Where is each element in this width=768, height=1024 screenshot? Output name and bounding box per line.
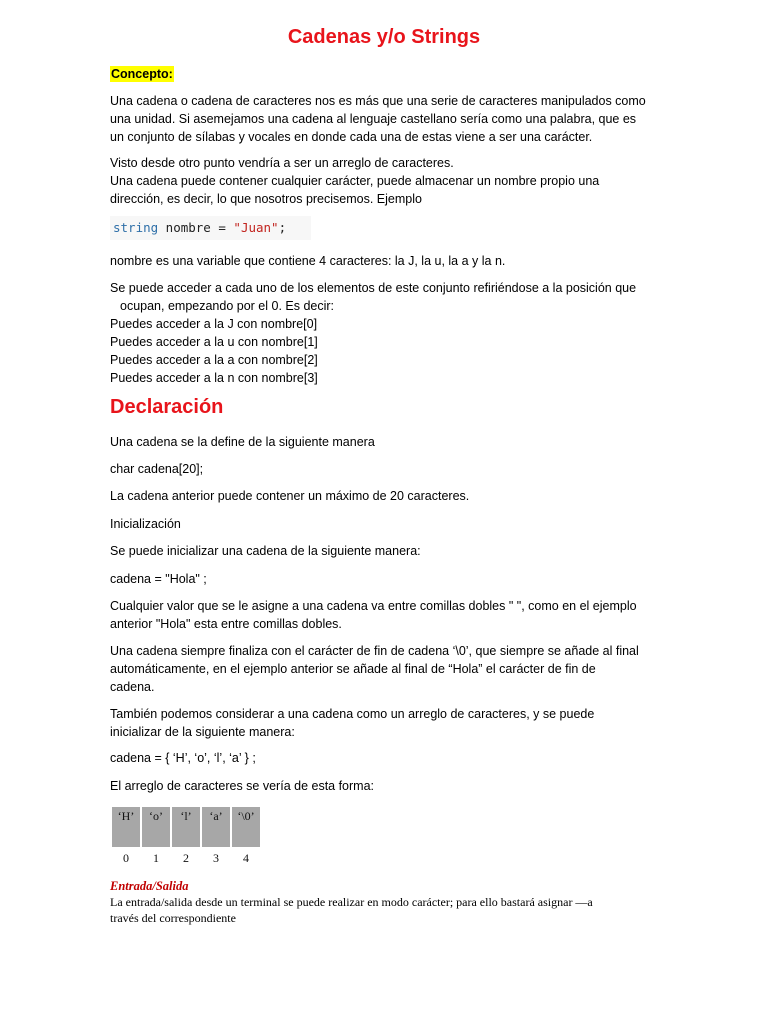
io-line: través del correspondiente (110, 911, 236, 925)
array-index: 1 (153, 851, 159, 865)
concept-line: Una cadena o cadena de caracteres nos es más que una serie de caracteres manipulados como (110, 94, 646, 108)
text-line: inicializar de la siguiente manera: (110, 725, 295, 739)
text-line: cadena = { ‘H’, ‘o’, ‘l’, ‘a’ } ; (110, 751, 256, 765)
explanation-line: nombre es una variable que contiene 4 caracteres: la J, la u, la a y la n. (110, 254, 506, 268)
declaration-code (110, 460, 662, 478)
text-line: anterior "Hola" esta entre comillas dobles. (110, 617, 342, 631)
code-semicolon: ; (278, 220, 287, 235)
code-plain: nombre = (158, 220, 234, 235)
concept-line: una unidad. Si asemejamos una cadena al lenguaje castellano sería como una palabra, que es (110, 112, 637, 126)
access-line: Puedes acceder a la u con nombre[1] (110, 335, 318, 349)
concept-line: un conjunto de sílabas y vocales en donde cada una de estas viene a ser una carácter. (110, 130, 593, 144)
text-line: También podemos considerar a una cadena como un arreglo de caracteres, y se puede (110, 707, 595, 721)
concept-paragraph (110, 92, 662, 146)
io-line: La entrada/salida desde un terminal se puede realizar en modo carácter; para ello bastará asignar —a (110, 895, 593, 909)
text-line: El arreglo de caracteres se vería de esta forma: (110, 779, 375, 793)
text-line: automáticamente, en el ejemplo anterior se añade al final de “Hola” el carácter de fin de (110, 662, 596, 676)
page-title: Cadenas y/o Strings (287, 26, 481, 48)
text-line: Una cadena siempre finaliza con el carácter de fin de cadena ‘\0’, que siempre se añade al final (110, 644, 639, 658)
description-line: Una cadena puede contener cualquier carácter, puede almacenar un nombre propio una (110, 174, 600, 188)
code-string-literal: "Juan" (233, 220, 279, 235)
access-paragraph (110, 279, 662, 387)
code-keyword: string (113, 220, 159, 235)
text-line: La cadena anterior puede contener un máximo de 20 caracteres. (110, 489, 470, 503)
terminator-paragraph (110, 642, 662, 696)
io-paragraph (110, 894, 670, 926)
array-init-paragraph (110, 705, 662, 741)
declaration-max-text (110, 487, 662, 505)
array-index: 2 (183, 851, 189, 865)
variable-explanation (110, 252, 662, 270)
quotes-paragraph (110, 597, 662, 633)
access-line: Puedes acceder a la a con nombre[2] (110, 353, 318, 367)
array-init-code (110, 749, 662, 767)
access-line: Puedes acceder a la n con nombre[3] (110, 371, 318, 385)
array-cell: ‘o’ (142, 807, 170, 847)
array-index: 4 (243, 851, 249, 865)
initialization-text (110, 542, 662, 560)
array-index: 0 (123, 851, 129, 865)
initialization-code (110, 570, 662, 588)
array-cell: ‘\0’ (232, 807, 260, 847)
description-line: dirección, es decir, lo que nosotros precisemos. Ejemplo (110, 192, 422, 206)
text-line: char cadena[20]; (110, 462, 204, 476)
text-line: Una cadena se la define de la siguiente manera (110, 435, 375, 449)
concepto-label: Concepto: (111, 67, 173, 81)
text-line: Se puede inicializar una cadena de la siguiente manera: (110, 544, 421, 558)
text-line: cadena = "Hola" ; (110, 572, 207, 586)
text-line: Inicialización (110, 517, 181, 531)
description-line: Visto desde otro punto vendría a ser un arreglo de caracteres. (110, 156, 454, 170)
array-visual-text (110, 777, 662, 795)
code-example (110, 216, 311, 240)
initialization-heading (110, 515, 662, 533)
access-line: Se puede acceder a cada uno de los elementos de este conjunto refiriéndose a la posición que (110, 281, 637, 295)
section-title-declaracion: Declaración (110, 396, 224, 418)
text-line: Cualquier valor que se le asigne a una cadena va entre comillas dobles " ", como en el ejemplo (110, 599, 637, 613)
io-heading: Entrada/Salida (110, 879, 189, 893)
array-description-paragraph (110, 154, 662, 208)
access-line: Puedes acceder a la J con nombre[0] (110, 317, 318, 331)
declaration-text (110, 433, 662, 451)
array-cell: ‘a’ (202, 807, 230, 847)
text-line: cadena. (110, 680, 155, 694)
array-index: 3 (213, 851, 219, 865)
array-cell: ‘l’ (172, 807, 200, 847)
array-cell: ‘H’ (112, 807, 140, 847)
access-line: ocupan, empezando por el 0. Es decir: (120, 299, 335, 313)
